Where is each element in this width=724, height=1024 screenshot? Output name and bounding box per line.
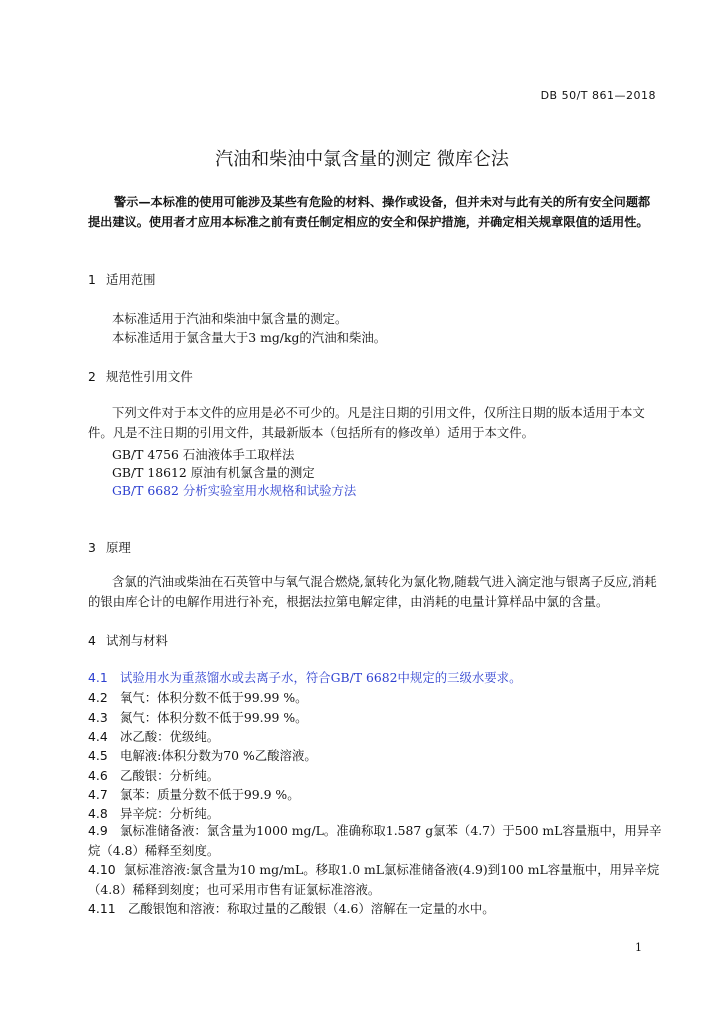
document-id: DB 50/T 861—2018 xyxy=(540,89,656,102)
clause-number: 4.4 xyxy=(88,729,108,744)
clause-number: 4.3 xyxy=(88,710,108,725)
clause-text: 氯标准储备液：氯含量为1000 mg/L。准确称取1.587 g氯苯（4.7）于500 mL容量瓶中，用异辛烷（4.8）稀释至刻度。 xyxy=(88,823,662,858)
page-title: 汽油和柴油中氯含量的测定 微库仑法 xyxy=(215,149,509,170)
scope-line-1: 本标准适用于汽油和柴油中氯含量的测定。 xyxy=(112,311,348,326)
reference-link[interactable]: GB/T 6682 分析实验室用水规格和试验方法 xyxy=(112,483,357,498)
clause-item[interactable] xyxy=(88,668,521,686)
page-number: 1 xyxy=(635,941,642,954)
clause-text: 电解液:体积分数为70 %乙酸溶液。 xyxy=(120,748,317,763)
principle-paragraph: 含氯的汽油或柴油在石英管中与氧气混合燃烧,氯转化为氯化物,随载气进入滴定池与银离子反应,消耗的银由库仑计的电解作用进行补充，根据法拉第电解定律，由消耗的电量计算样品中氯的含量。 xyxy=(88,574,657,609)
clause-number: 4.11 xyxy=(88,901,116,916)
section-number: 4 xyxy=(88,633,96,648)
clause-text: 异辛烷：分析纯。 xyxy=(120,806,220,821)
clause-text: 乙酸银饱和溶液：称取过量的乙酸银（4.6）溶解在一定量的水中。 xyxy=(128,901,495,916)
clause-item xyxy=(88,821,662,861)
clause-number: 4.8 xyxy=(88,806,108,821)
clause-number: 4.9 xyxy=(88,823,108,838)
section-number: 2 xyxy=(88,369,96,384)
reference-item: GB/T 4756 石油液体手工取样法 xyxy=(112,447,295,462)
section-number: 1 xyxy=(88,272,96,287)
clause-item xyxy=(88,804,219,822)
section-title: 适用范围 xyxy=(106,272,156,287)
section-title: 规范性引用文件 xyxy=(106,369,193,384)
clause-text: 试验用水为重蒸馏水或去离子水，符合GB/T 6682中规定的三级水要求。 xyxy=(120,670,522,685)
section-title: 试剂与材料 xyxy=(106,633,168,648)
clause-text: 乙酸银：分析纯。 xyxy=(120,768,220,783)
section-4-heading xyxy=(88,631,168,649)
clause-item xyxy=(88,746,317,764)
section-3-heading xyxy=(88,538,131,556)
clause-item xyxy=(88,899,495,917)
clause-number: 4.7 xyxy=(88,787,108,802)
clause-item xyxy=(88,708,307,726)
clause-item xyxy=(88,785,300,803)
clause-number: 4.6 xyxy=(88,768,108,783)
reference-item: GB/T 18612 原油有机氯含量的测定 xyxy=(112,465,315,480)
clause-number: 4.1 xyxy=(88,670,108,685)
warning-paragraph: 警示—本标准的使用可能涉及某些有危险的材料、操作或设备，但并未对与此有关的所有安全问题都提出建议。使用者才应用本标准之前有责任制定相应的安全和保护措施，并确定相关规章限值的适用性。 xyxy=(88,195,651,229)
clause-text: 氯标准溶液:氯含量为10 mg/mL。移取1.0 mL氯标准储备液(4.9)到100 mL容量瓶中，用异辛烷（4.8）稀释到刻度；也可采用市售有证氯标准溶液。 xyxy=(88,862,660,897)
clause-number: 4.10 xyxy=(88,862,116,877)
section-2-heading xyxy=(88,367,193,385)
section-1-heading xyxy=(88,270,156,288)
scope-line-2: 本标准适用于氯含量大于3 mg/kg的汽油和柴油。 xyxy=(112,330,387,345)
section-number: 3 xyxy=(88,540,96,555)
clause-number: 4.5 xyxy=(88,748,108,763)
clause-text: 氯苯：质量分数不低于99.9 %。 xyxy=(120,787,300,802)
clause-item xyxy=(88,727,219,745)
clause-item xyxy=(88,766,219,784)
clause-item xyxy=(88,688,307,706)
clause-number: 4.2 xyxy=(88,690,108,705)
clause-text: 氮气：体积分数不低于99.99 %。 xyxy=(120,710,308,725)
clause-text: 氧气：体积分数不低于99.99 %。 xyxy=(120,690,308,705)
clause-item xyxy=(88,860,662,900)
normative-intro: 下列文件对于本文件的应用是必不可少的。凡是注日期的引用文件，仅所注日期的版本适用于本文件。凡是不注日期的引用文件，其最新版本（包括所有的修改单）适用于本文件。 xyxy=(88,405,645,440)
clause-text: 冰乙酸：优级纯。 xyxy=(120,729,220,744)
section-title: 原理 xyxy=(106,540,131,555)
